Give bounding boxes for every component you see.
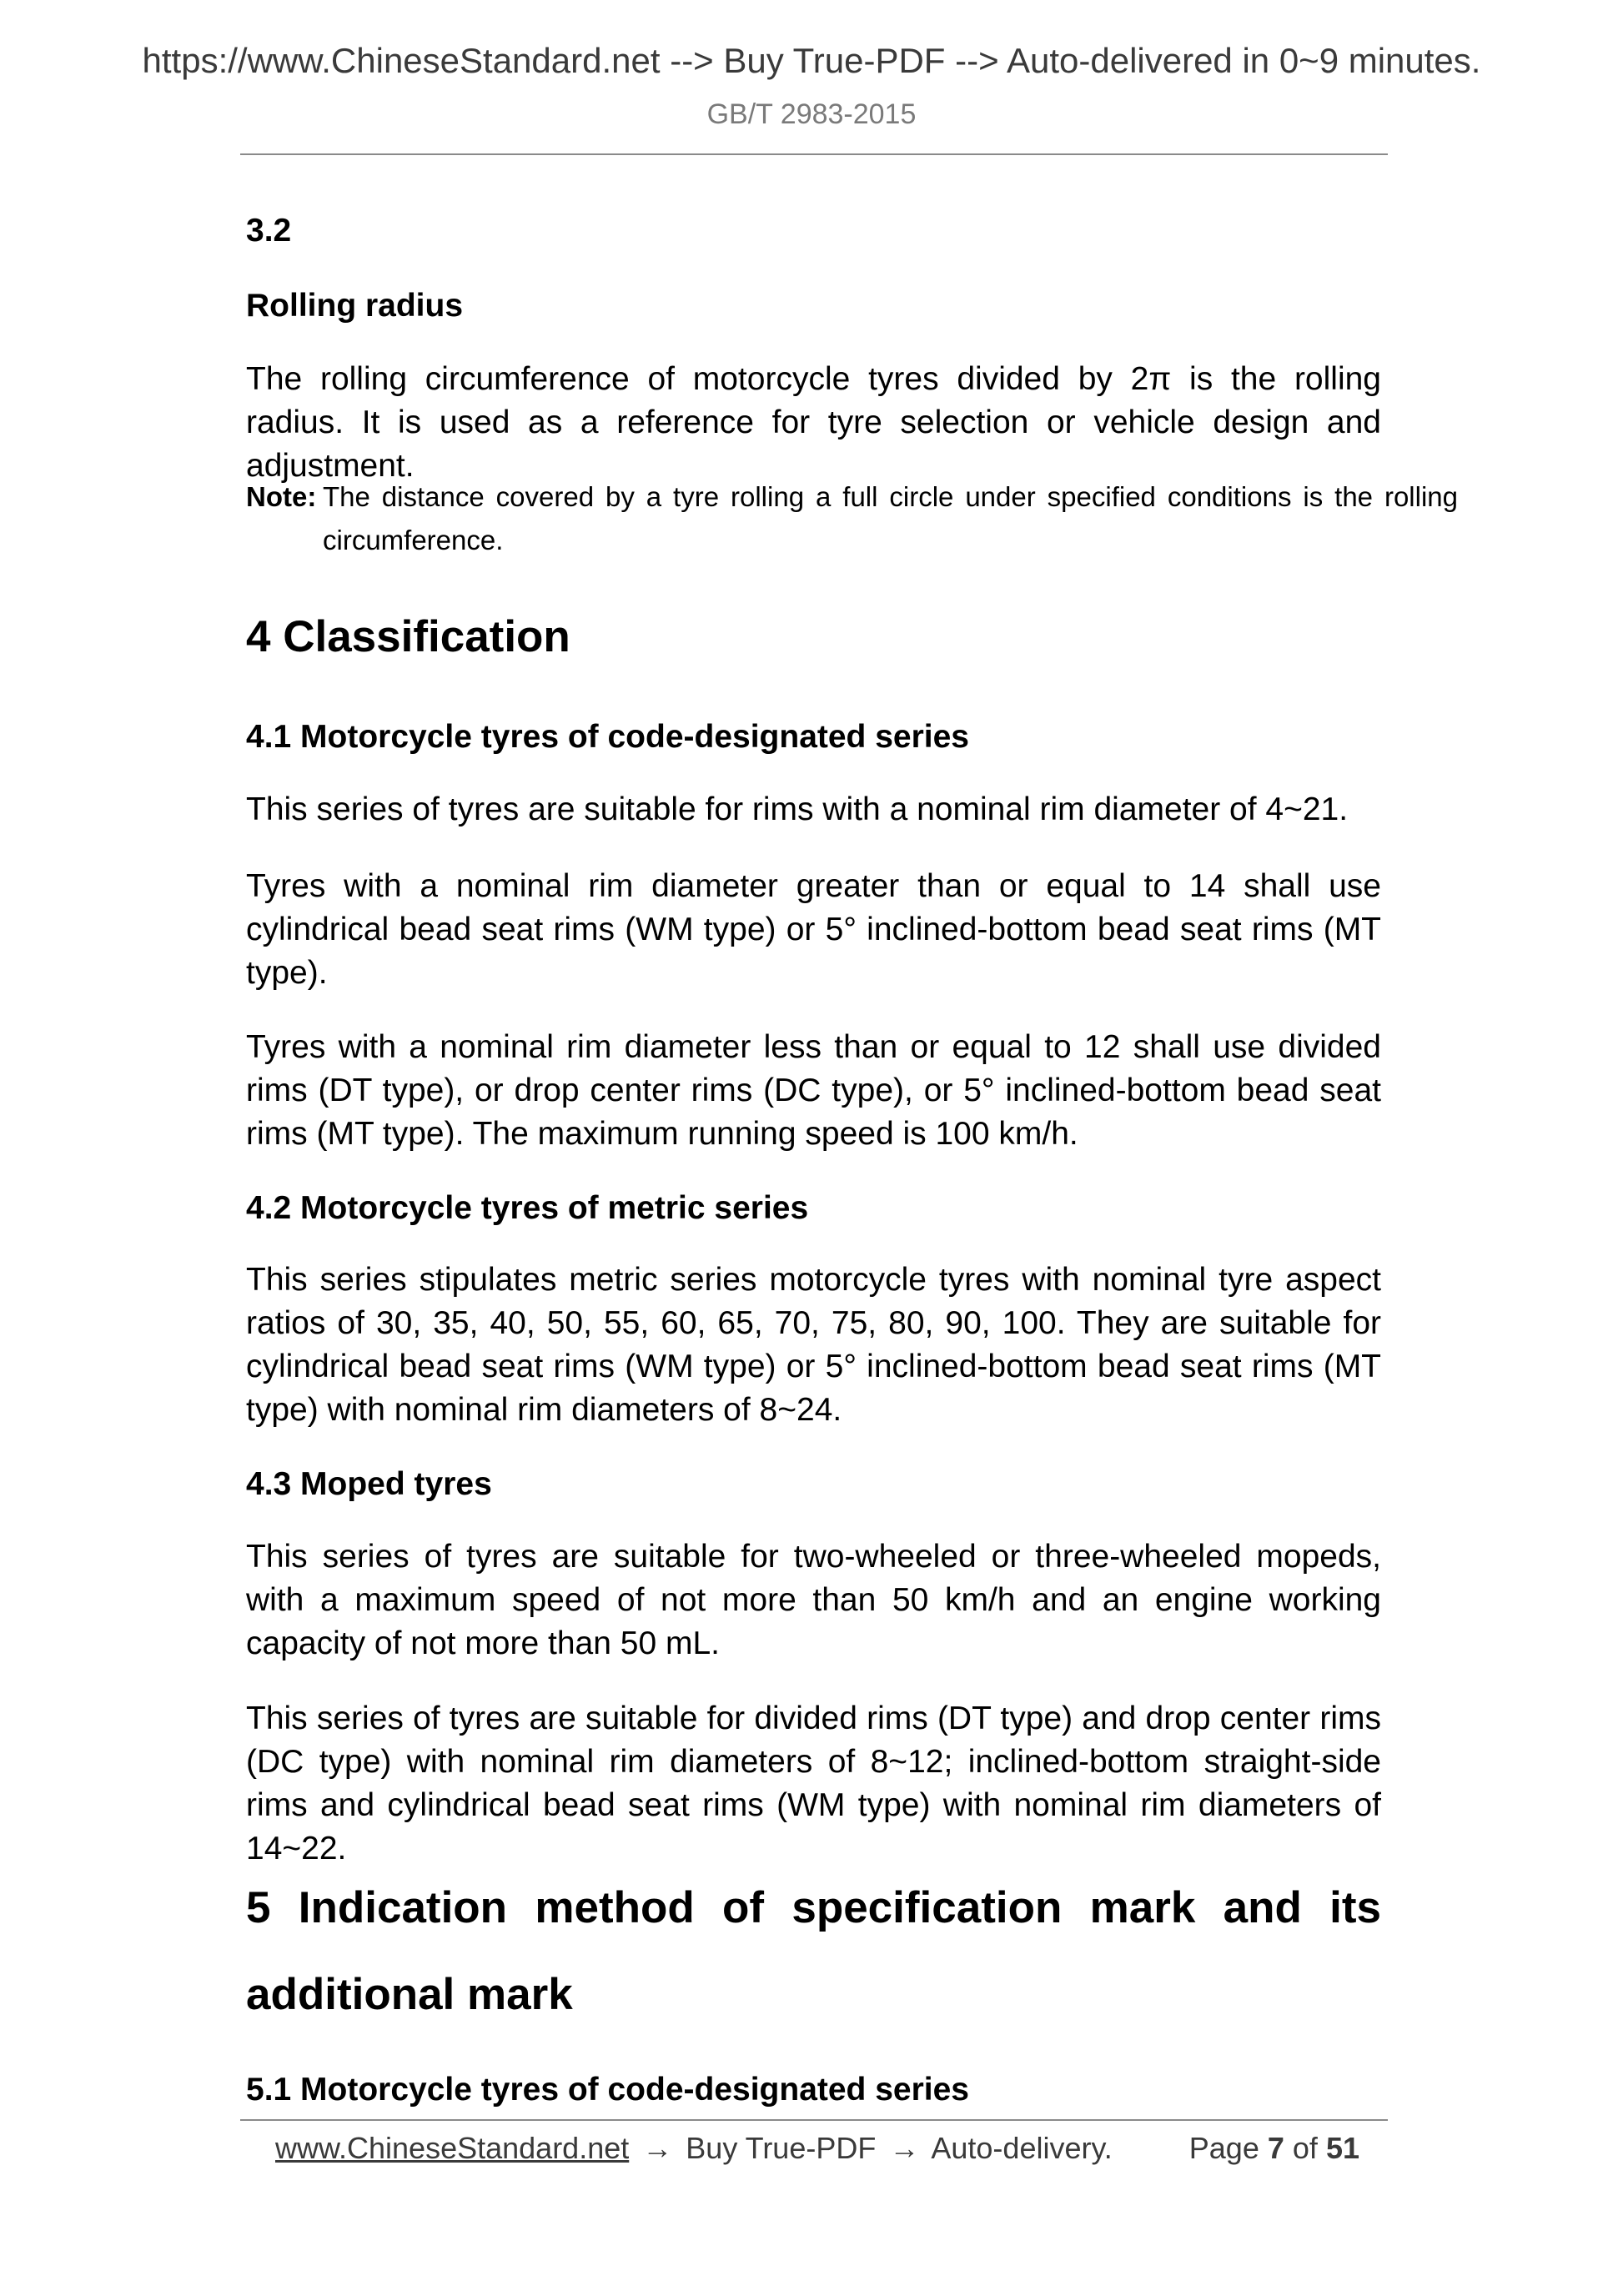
paragraph-4-3-mopeds: This series of tyres are suitable for two-wheeled or three-wheeled mopeds, with a maximum speed of not more than 50 km/h and an engine working capacity of not more than 50 mL.: [246, 1539, 1381, 1661]
page-number: [1189, 2133, 1359, 2163]
subsection-heading-5-1: 5.1 Motorcycle tyres of code-designated series: [246, 2072, 969, 2108]
paragraph-4-1-small-rims: Tyres with a nominal rim diameter less than or equal to 12 shall use divided rims (DT type), or drop center rims (DC type), or 5° inclined-bottom bead seat rims (MT type). The maximum running speed is 100 km/h.: [246, 1029, 1381, 1152]
note-text: The distance covered by a tyre rolling a full circle under specified conditions is the rolling circumference.: [323, 481, 1458, 555]
page-word: Page: [1188, 2131, 1259, 2165]
paragraph-4-1-large-rims: Tyres with a nominal rim diameter greater than or equal to 14 shall use cylindrical bead seat rims (WM type) or 5° inclined-bottom bead seat rims (MT type).: [246, 868, 1381, 991]
term-note: [246, 475, 1458, 562]
page-total: 51: [1325, 2131, 1359, 2165]
page-current: 7: [1267, 2131, 1284, 2165]
arrow-right-icon: →: [889, 2131, 920, 2165]
subsection-heading-4-1: 4.1 Motorcycle tyres of code-designated series: [246, 719, 969, 755]
term-number: 3.2: [246, 213, 292, 249]
note-label: Note:: [246, 481, 317, 512]
footer-buy-text: Buy True-PDF: [686, 2131, 877, 2165]
footer-site-link[interactable]: www.ChineseStandard.net: [275, 2131, 630, 2165]
section-heading-classification: 4 Classification: [246, 612, 570, 661]
term-title: Rolling radius: [246, 288, 464, 324]
paragraph-4-2-metric: This series stipulates metric series motorcycle tyres with nominal tyre aspect ratios of 30, 35, 40, 50, 55, 60, 65, 70, 75, 80, 90, 100. They are suitable for cylindrical bead seat rims (WM type) or 5° inclined-bottom bead seat rims (MT type) with nominal rim diameters of 8~24.: [246, 1262, 1381, 1428]
footer-divider: [240, 2119, 1388, 2121]
term-definition: The rolling circumference of motorcycle tyres divided by 2π is the rolling radius. It is used as a reference for tyre selection or vehicle design and adjustment.: [246, 361, 1381, 484]
section-heading-indication-method: 5 Indication method of specification mark and its additional mark: [246, 1883, 1381, 2019]
footer-delivery-text: Auto-delivery.: [931, 2131, 1113, 2165]
document-code: GB/T 2983-2015: [706, 98, 917, 130]
header-divider: [240, 153, 1388, 155]
page-footer: [275, 2133, 1359, 2163]
paragraph-4-1-rim-range: This series of tyres are suitable for rims with a nominal rim diameter of 4~21.: [246, 791, 1349, 827]
paragraph-4-3-rims: This series of tyres are suitable for divided rims (DT type) and drop center rims (DC type) with nominal rim diameters of 8~12; inclined-bottom straight-side rims and cylindrical bead seat rims (WM type) with nominal rim diameters of 14~22.: [246, 1701, 1381, 1866]
subsection-heading-4-3: 4.3 Moped tyres: [246, 1466, 492, 1502]
of-word: of: [1292, 2131, 1318, 2165]
subsection-heading-4-2: 4.2 Motorcycle tyres of metric series: [246, 1190, 809, 1226]
arrow-right-icon: →: [642, 2131, 673, 2165]
page-banner: https://www.ChineseStandard.net --> Buy True-PDF --> Auto-delivered in 0~9 minutes.: [142, 41, 1481, 80]
